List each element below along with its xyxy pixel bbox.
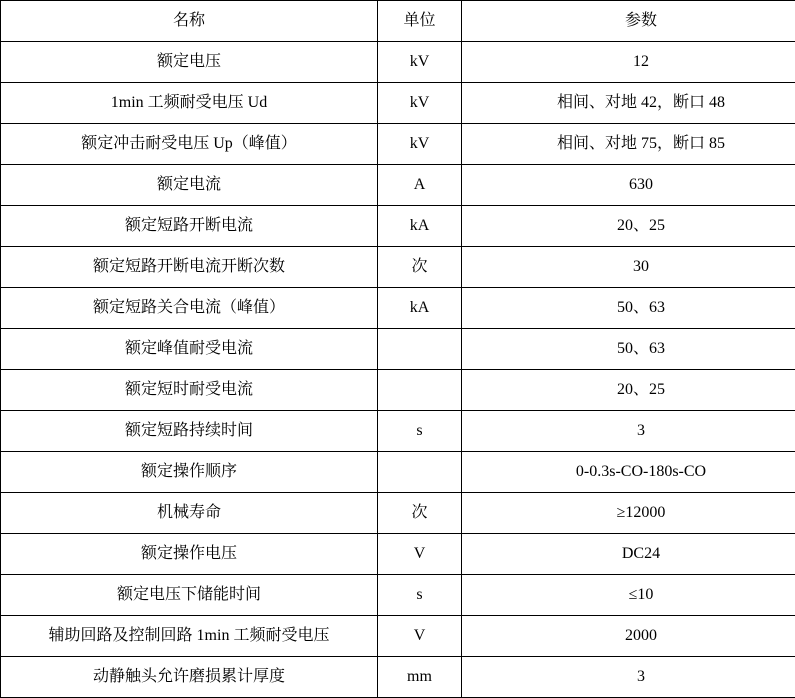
cell-parameter: ≤10 xyxy=(462,575,795,616)
cell-unit: mm xyxy=(378,657,462,698)
table-row xyxy=(1,288,795,329)
column-header-unit: 单位 xyxy=(378,1,462,42)
table-row xyxy=(1,370,795,411)
cell-name: 额定短路开断电流开断次数 xyxy=(1,247,378,288)
cell-parameter: 30 xyxy=(462,247,795,288)
cell-name: 额定冲击耐受电压 Up（峰值） xyxy=(1,124,378,165)
cell-name: 额定峰值耐受电流 xyxy=(1,329,378,370)
cell-parameter: 相间、对地 75，断口 85 xyxy=(462,124,795,165)
table-row xyxy=(1,83,795,124)
cell-parameter: 20、25 xyxy=(462,206,795,247)
cell-unit: s xyxy=(378,411,462,452)
cell-parameter: 3 xyxy=(462,411,795,452)
table-header-row xyxy=(1,1,795,42)
table-row xyxy=(1,493,795,534)
cell-unit: 次 xyxy=(378,493,462,534)
cell-parameter: 630 xyxy=(462,165,795,206)
table-row xyxy=(1,329,795,370)
cell-name: 额定短时耐受电流 xyxy=(1,370,378,411)
cell-parameter: 2000 xyxy=(462,616,795,657)
cell-name: 额定短路开断电流 xyxy=(1,206,378,247)
column-header-parameter: 参数 xyxy=(462,1,795,42)
table-row xyxy=(1,411,795,452)
table-row xyxy=(1,206,795,247)
cell-name: 额定短路关合电流（峰值） xyxy=(1,288,378,329)
table-row xyxy=(1,124,795,165)
cell-parameter: 50、63 xyxy=(462,329,795,370)
cell-name: 额定电流 xyxy=(1,165,378,206)
cell-unit: A xyxy=(378,165,462,206)
cell-unit xyxy=(378,329,462,370)
cell-parameter: DC24 xyxy=(462,534,795,575)
cell-name: 机械寿命 xyxy=(1,493,378,534)
cell-unit: kV xyxy=(378,83,462,124)
cell-name: 额定电压 xyxy=(1,42,378,83)
column-header-name: 名称 xyxy=(1,1,378,42)
table-row xyxy=(1,42,795,83)
cell-unit: V xyxy=(378,616,462,657)
cell-parameter: 3 xyxy=(462,657,795,698)
cell-name: 额定短路持续时间 xyxy=(1,411,378,452)
table-row xyxy=(1,247,795,288)
table-row xyxy=(1,534,795,575)
cell-name: 1min 工频耐受电压 Ud xyxy=(1,83,378,124)
cell-name: 动静触头允许磨损累计厚度 xyxy=(1,657,378,698)
cell-name: 辅助回路及控制回路 1min 工频耐受电压 xyxy=(1,616,378,657)
cell-unit xyxy=(378,452,462,493)
cell-parameter: ≥12000 xyxy=(462,493,795,534)
table-row xyxy=(1,657,795,698)
cell-parameter: 20、25 xyxy=(462,370,795,411)
cell-unit: 次 xyxy=(378,247,462,288)
cell-unit: kV xyxy=(378,124,462,165)
table-body xyxy=(1,42,795,698)
table-row xyxy=(1,575,795,616)
table-row xyxy=(1,616,795,657)
table-header xyxy=(1,1,795,42)
cell-unit xyxy=(378,370,462,411)
cell-parameter: 0-0.3s-CO-180s-CO xyxy=(462,452,795,493)
cell-parameter: 12 xyxy=(462,42,795,83)
cell-name: 额定操作顺序 xyxy=(1,452,378,493)
cell-unit: kA xyxy=(378,206,462,247)
cell-parameter: 相间、对地 42，断口 48 xyxy=(462,83,795,124)
cell-name: 额定电压下储能时间 xyxy=(1,575,378,616)
cell-unit: V xyxy=(378,534,462,575)
cell-name: 额定操作电压 xyxy=(1,534,378,575)
table-row xyxy=(1,165,795,206)
cell-parameter: 50、63 xyxy=(462,288,795,329)
cell-unit: kV xyxy=(378,42,462,83)
cell-unit: s xyxy=(378,575,462,616)
cell-unit: kA xyxy=(378,288,462,329)
table-row xyxy=(1,452,795,493)
